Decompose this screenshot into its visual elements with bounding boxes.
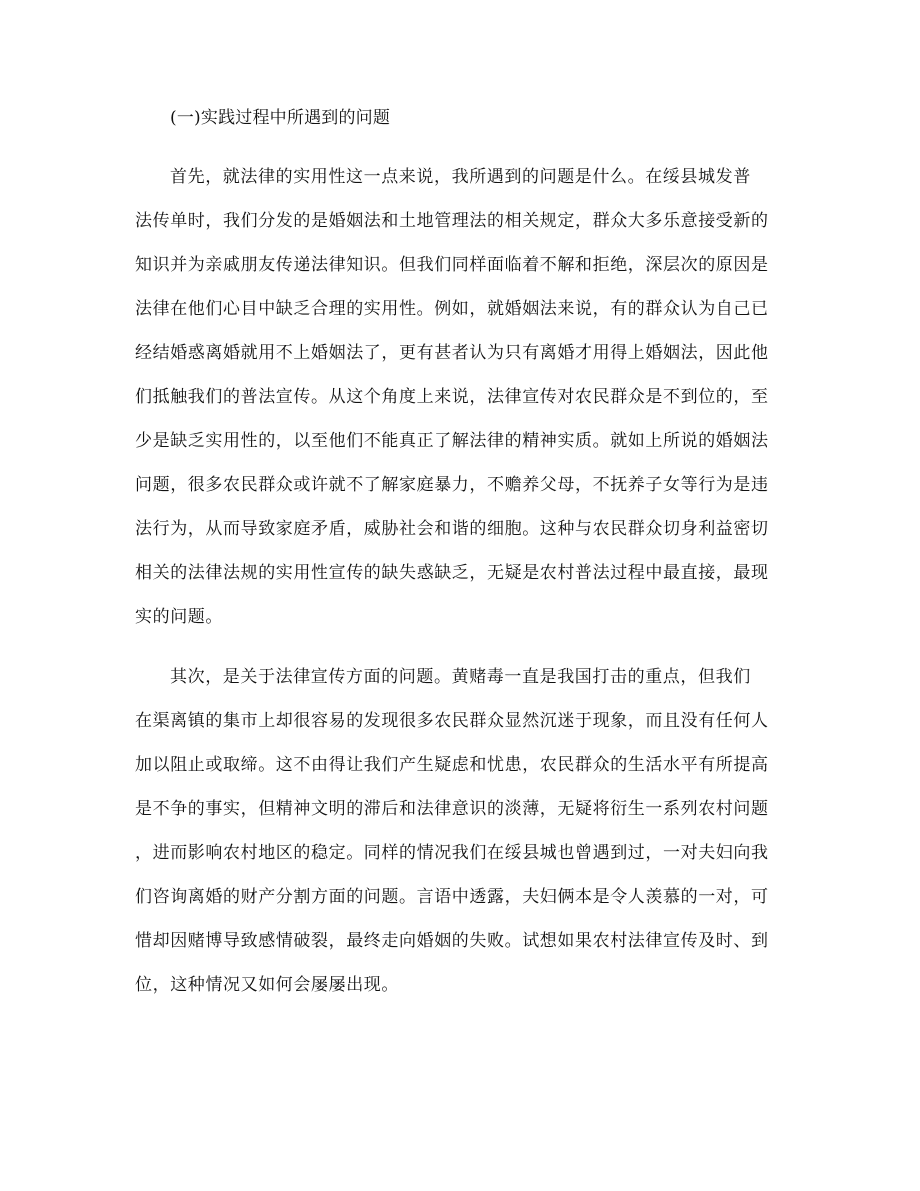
paragraph-line: 相关的法律法规的实用性宣传的缺失惑缺乏，无疑是农村普法过程中最直接，最现 (135, 563, 769, 583)
paragraph-line: 惜却因赌博导致感情破裂，最终走向婚姻的失败。试想如果农村法律宣传及时、到 (135, 931, 769, 951)
paragraph-line: 经结婚惑离婚就用不上婚姻法了，更有甚者认为只有离婚才用得上婚姻法，因此他 (135, 343, 769, 363)
paragraph-line: 法传单时，我们分发的是婚姻法和土地管理法的相关规定，群众大多乐意接受新的 (135, 211, 769, 231)
paragraph-line: 加以阻止或取缔。这不由得让我们产生疑虑和忧患，农民群众的生活水平有所提高 (135, 755, 769, 775)
paragraph-line: 法律在他们心目中缺乏合理的实用性。例如，就婚姻法来说，有的群众认为自己已 (135, 299, 769, 319)
paragraph-line: 少是缺乏实用性的，以至他们不能真正了解法律的精神实质。就如上所说的婚姻法 (135, 431, 769, 451)
paragraph-line: 实的问题。 (135, 607, 223, 627)
paragraph-line: 是不争的事实，但精神文明的滞后和法律意识的淡薄，无疑将衍生一系列农村问题 (135, 799, 769, 819)
paragraph-line: 问题，很多农民群众或许就不了解家庭暴力，不赡养父母，不抚养子女等行为是违 (135, 475, 769, 495)
paragraph-line: 们抵触我们的普法宣传。从这个角度上来说，法律宣传对农民群众是不到位的，至 (135, 387, 769, 407)
section-heading: (一)实践过程中所遇到的问题 (170, 108, 391, 128)
paragraph-line: 知识并为亲戚朋友传递法律知识。但我们同样面临着不解和拒绝，深层次的原因是 (135, 255, 769, 275)
paragraph-line: 其次，是关于法律宣传方面的问题。黄赌毒一直是我国打击的重点，但我们 (170, 667, 751, 687)
paragraph-line: 在渠离镇的集市上却很容易的发现很多农民群众显然沉迷于现象，而且没有任何人 (135, 711, 769, 731)
paragraph-line: 首先，就法律的实用性这一点来说，我所遇到的问题是什么。在绥县城发普 (170, 167, 751, 187)
paragraph-line: ，进而影响农村地区的稳定。同样的情况我们在绥县城也曾遇到过，一对夫妇向我 (135, 843, 769, 863)
paragraph-line: 法行为，从而导致家庭矛盾，威胁社会和谐的细胞。这种与农民群众切身利益密切 (135, 519, 769, 539)
paragraph-line: 位，这种情况又如何会屡屡出现。 (135, 975, 399, 995)
paragraph-line: 们咨询离婚的财产分割方面的问题。言语中透露，夫妇俩本是令人羡慕的一对，可 (135, 887, 769, 907)
